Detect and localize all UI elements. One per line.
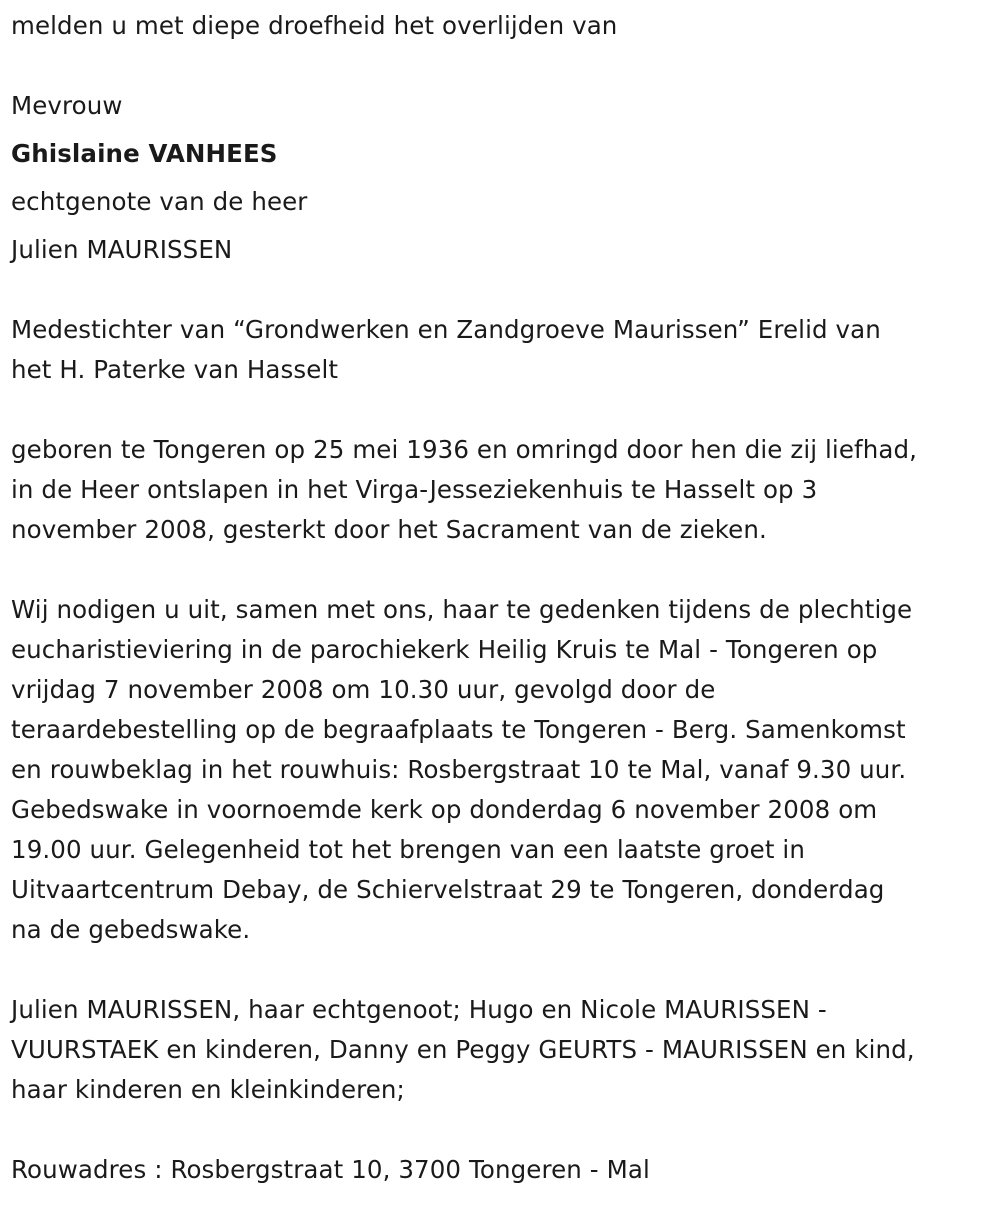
deceased-name: Ghislaine VANHEES <box>11 139 278 168</box>
service-line: eucharistieviering in de parochiekerk Heilig Kruis te Mal - Tongeren op <box>11 635 878 664</box>
intro-text: melden u met diepe droefheid het overlijden van <box>11 11 618 40</box>
role-line: Medestichter van “Grondwerken en Zandgroeve Maurissen” Erelid van <box>11 315 881 344</box>
service-line: na de gebedswake. <box>11 915 251 944</box>
spouse-label: echtgenote van de heer <box>11 187 308 216</box>
service-line: Gebedswake in voornoemde kerk op donderdag 6 november 2008 om <box>11 795 878 824</box>
family-line: haar kinderen en kleinkinderen; <box>11 1075 405 1104</box>
birth-paragraph <box>11 430 917 550</box>
role-paragraph <box>11 310 881 390</box>
role-line: het H. Paterke van Hasselt <box>11 355 339 384</box>
service-line: 19.00 uur. Gelegenheid tot het brengen van een laatste groet in <box>11 835 805 864</box>
spouse-name: Julien MAURISSEN <box>11 235 233 264</box>
service-paragraph <box>11 590 912 950</box>
birth-line: in de Heer ontslapen in het Virga-Jesseziekenhuis te Hasselt op 3 <box>11 475 818 504</box>
service-line: vrijdag 7 november 2008 om 10.30 uur, gevolgd door de <box>11 675 716 704</box>
family-line: Julien MAURISSEN, haar echtgenoot; Hugo en Nicole MAURISSEN - <box>11 995 827 1024</box>
honorific-title: Mevrouw <box>11 91 123 120</box>
service-line: en rouwbeklag in het rouwhuis: Rosbergstraat 10 te Mal, vanaf 9.30 uur. <box>11 755 907 784</box>
service-line: teraardebestelling op de begraafplaats te Tongeren - Berg. Samenkomst <box>11 715 906 744</box>
family-line: VUURSTAEK en kinderen, Danny en Peggy GEURTS - MAURISSEN en kind, <box>11 1035 915 1064</box>
service-line: Wij nodigen u uit, samen met ons, haar te gedenken tijdens de plechtige <box>11 595 913 624</box>
birth-line: geboren te Tongeren op 25 mei 1936 en omringd door hen die zij liefhad, <box>11 435 918 464</box>
service-line: Uitvaartcentrum Debay, de Schiervelstraat 29 te Tongeren, donderdag <box>11 875 885 904</box>
family-paragraph <box>11 990 915 1110</box>
birth-line: november 2008, gesterkt door het Sacrament van de zieken. <box>11 515 767 544</box>
mourning-address: Rouwadres : Rosbergstraat 10, 3700 Tongeren - Mal <box>11 1155 650 1184</box>
